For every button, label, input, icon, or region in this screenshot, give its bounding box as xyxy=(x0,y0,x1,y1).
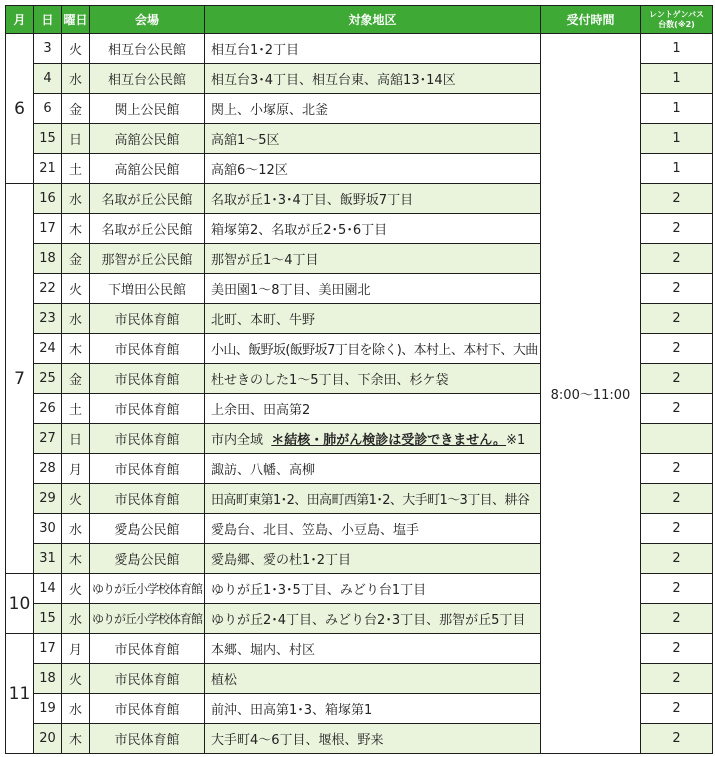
buses-cell: 1 xyxy=(641,64,713,94)
weekday-cell: 火 xyxy=(62,34,90,64)
weekday-cell: 日 xyxy=(62,424,90,454)
area-cell: 美田園1～8丁目、美田園北 xyxy=(205,274,541,304)
buses-cell: 2 xyxy=(641,664,713,694)
venue-cell: 名取が丘公民館 xyxy=(90,184,205,214)
day-cell: 3 xyxy=(34,34,62,64)
weekday-cell: 日 xyxy=(62,124,90,154)
area-cell: 杜せきのした1～5丁目、下余田、杉ケ袋 xyxy=(205,364,541,394)
area-cell: 北町、本町、牛野 xyxy=(205,304,541,334)
buses-cell: 2 xyxy=(641,634,713,664)
buses-cell: 1 xyxy=(641,154,713,184)
weekday-cell: 金 xyxy=(62,244,90,274)
buses-cell: 1 xyxy=(641,94,713,124)
venue-cell: 那智が丘公民館 xyxy=(90,244,205,274)
area-cell: 上余田、田高第2 xyxy=(205,394,541,424)
header-reception-time: 受付時間 xyxy=(541,6,641,34)
venue-cell: 市民体育館 xyxy=(90,484,205,514)
weekday-cell: 木 xyxy=(62,724,90,754)
day-cell: 23 xyxy=(34,304,62,334)
area-cell: 前沖、田高第1･3、箱塚第1 xyxy=(205,694,541,724)
month-cell: 7 xyxy=(6,184,34,574)
buses-cell: 2 xyxy=(641,544,713,574)
area-cell: 植松 xyxy=(205,664,541,694)
area-cell: 高舘6～12区 xyxy=(205,154,541,184)
day-cell: 18 xyxy=(34,664,62,694)
month-cell: 10 xyxy=(6,574,34,634)
venue-cell: ゆりが丘小学校体育館 xyxy=(90,574,205,604)
area-cell: 本郷、堀内、村区 xyxy=(205,634,541,664)
venue-cell: 市民体育館 xyxy=(90,334,205,364)
venue-cell: 愛島公民館 xyxy=(90,514,205,544)
month-cell: 11 xyxy=(6,634,34,754)
venue-cell: 市民体育館 xyxy=(90,664,205,694)
venue-cell: 市民体育館 xyxy=(90,724,205,754)
venue-cell: 名取が丘公民館 xyxy=(90,214,205,244)
buses-cell: 2 xyxy=(641,484,713,514)
venue-cell: 愛島公民館 xyxy=(90,544,205,574)
weekday-cell: 金 xyxy=(62,364,90,394)
day-cell: 6 xyxy=(34,94,62,124)
day-cell: 22 xyxy=(34,274,62,304)
buses-cell-na xyxy=(641,424,713,454)
buses-cell: 2 xyxy=(641,364,713,394)
weekday-cell: 月 xyxy=(62,454,90,484)
area-cell: 諏訪、八幡、高柳 xyxy=(205,454,541,484)
day-cell: 31 xyxy=(34,544,62,574)
day-cell: 17 xyxy=(34,634,62,664)
day-cell: 29 xyxy=(34,484,62,514)
weekday-cell: 土 xyxy=(62,154,90,184)
weekday-cell: 金 xyxy=(62,94,90,124)
area-cell: 田高町東第1･2、田高町西第1･2、大手町1～3丁目、耕谷 xyxy=(205,484,541,514)
buses-cell: 2 xyxy=(641,244,713,274)
weekday-cell: 水 xyxy=(62,604,90,634)
venue-cell: ゆりが丘小学校体育館 xyxy=(90,604,205,634)
month-cell: 6 xyxy=(6,34,34,184)
weekday-cell: 火 xyxy=(62,484,90,514)
day-cell: 25 xyxy=(34,364,62,394)
weekday-cell: 火 xyxy=(62,664,90,694)
venue-cell: 市民体育館 xyxy=(90,304,205,334)
buses-cell: 1 xyxy=(641,124,713,154)
venue-cell: 高舘公民館 xyxy=(90,124,205,154)
area-cell: 名取が丘1･3･4丁目、飯野坂7丁目 xyxy=(205,184,541,214)
area-cell: 愛島台、北目、笠島、小豆島、塩手 xyxy=(205,514,541,544)
buses-cell: 2 xyxy=(641,274,713,304)
weekday-cell: 木 xyxy=(62,334,90,364)
venue-cell: 下増田公民館 xyxy=(90,274,205,304)
weekday-cell: 水 xyxy=(62,184,90,214)
venue-cell: 市民体育館 xyxy=(90,424,205,454)
venue-cell: 相互台公民館 xyxy=(90,64,205,94)
header-buses-line2: 台数(※2) xyxy=(658,19,695,29)
buses-cell: 2 xyxy=(641,454,713,484)
area-cell: 大手町4～6丁目、堰根、野来 xyxy=(205,724,541,754)
weekday-cell: 木 xyxy=(62,214,90,244)
venue-cell: 市民体育館 xyxy=(90,394,205,424)
day-cell: 16 xyxy=(34,184,62,214)
area-cell: 小山、飯野坂(飯野坂7丁目を除く)、本村上、本村下、大曲 xyxy=(205,334,541,364)
day-cell: 14 xyxy=(34,574,62,604)
venue-cell: 関上公民館 xyxy=(90,94,205,124)
buses-cell: 2 xyxy=(641,214,713,244)
day-cell: 21 xyxy=(34,154,62,184)
buses-cell: 2 xyxy=(641,334,713,364)
weekday-cell: 火 xyxy=(62,274,90,304)
venue-cell: 高舘公民館 xyxy=(90,154,205,184)
day-cell: 26 xyxy=(34,394,62,424)
day-cell: 20 xyxy=(34,724,62,754)
buses-cell: 2 xyxy=(641,694,713,724)
day-cell: 17 xyxy=(34,214,62,244)
day-cell: 28 xyxy=(34,454,62,484)
area-cell: 高舘1～5区 xyxy=(205,124,541,154)
area-cell: 那智が丘1～4丁目 xyxy=(205,244,541,274)
header-day: 日 xyxy=(34,6,62,34)
header-month: 月 xyxy=(6,6,34,34)
area-cell: 相互台3･4丁目、相互台東、高舘13･14区 xyxy=(205,64,541,94)
area-cell: 箱塚第2、名取が丘2･5･6丁目 xyxy=(205,214,541,244)
venue-cell: 相互台公民館 xyxy=(90,34,205,64)
weekday-cell: 水 xyxy=(62,64,90,94)
buses-cell: 2 xyxy=(641,604,713,634)
weekday-cell: 水 xyxy=(62,694,90,724)
table-row xyxy=(6,34,713,64)
area-cell: 相互台1･2丁目 xyxy=(205,34,541,64)
area-cell: ゆりが丘2･4丁目、みどり台2･3丁目、那智が丘5丁目 xyxy=(205,604,541,634)
buses-cell: 2 xyxy=(641,574,713,604)
weekday-cell: 水 xyxy=(62,514,90,544)
buses-cell: 1 xyxy=(641,34,713,64)
weekday-cell: 火 xyxy=(62,574,90,604)
day-cell: 4 xyxy=(34,64,62,94)
area-cell: 愛島郷、愛の杜1･2丁目 xyxy=(205,544,541,574)
weekday-cell: 月 xyxy=(62,634,90,664)
day-cell: 15 xyxy=(34,604,62,634)
header-area: 対象地区 xyxy=(205,6,541,34)
weekday-cell: 木 xyxy=(62,544,90,574)
venue-cell: 市民体育館 xyxy=(90,634,205,664)
weekday-cell: 水 xyxy=(62,304,90,334)
header-xray-buses xyxy=(641,6,713,34)
area-cell: ゆりが丘1･3･5丁目、みどり台1丁目 xyxy=(205,574,541,604)
day-cell: 24 xyxy=(34,334,62,364)
area-cell: 関上、小塚原、北釜 xyxy=(205,94,541,124)
reception-time-cell: 8:00～11:00 xyxy=(541,34,641,754)
day-cell: 15 xyxy=(34,124,62,154)
header-buses-line1: レントゲンバス xyxy=(649,9,704,19)
header-venue: 会場 xyxy=(90,6,205,34)
buses-cell: 2 xyxy=(641,304,713,334)
buses-cell: 2 xyxy=(641,394,713,424)
venue-cell: 市民体育館 xyxy=(90,694,205,724)
header-weekday: 曜日 xyxy=(62,6,90,34)
weekday-cell: 土 xyxy=(62,394,90,424)
venue-cell: 市民体育館 xyxy=(90,364,205,394)
header-row xyxy=(6,6,713,34)
buses-cell: 2 xyxy=(641,724,713,754)
day-cell: 27 xyxy=(34,424,62,454)
exam-schedule-table xyxy=(5,5,713,754)
venue-cell: 市民体育館 xyxy=(90,454,205,484)
day-cell: 30 xyxy=(34,514,62,544)
buses-cell: 2 xyxy=(641,184,713,214)
area-text: 市内全域 xyxy=(211,433,264,448)
day-cell: 19 xyxy=(34,694,62,724)
day-cell: 18 xyxy=(34,244,62,274)
buses-cell: 2 xyxy=(641,514,713,544)
area-cell xyxy=(205,424,541,454)
notice-no-tb-lung-screening: ＊結核・肺がん検診は受診できません。 xyxy=(271,433,507,448)
footnote-ref: ※1 xyxy=(506,433,526,448)
